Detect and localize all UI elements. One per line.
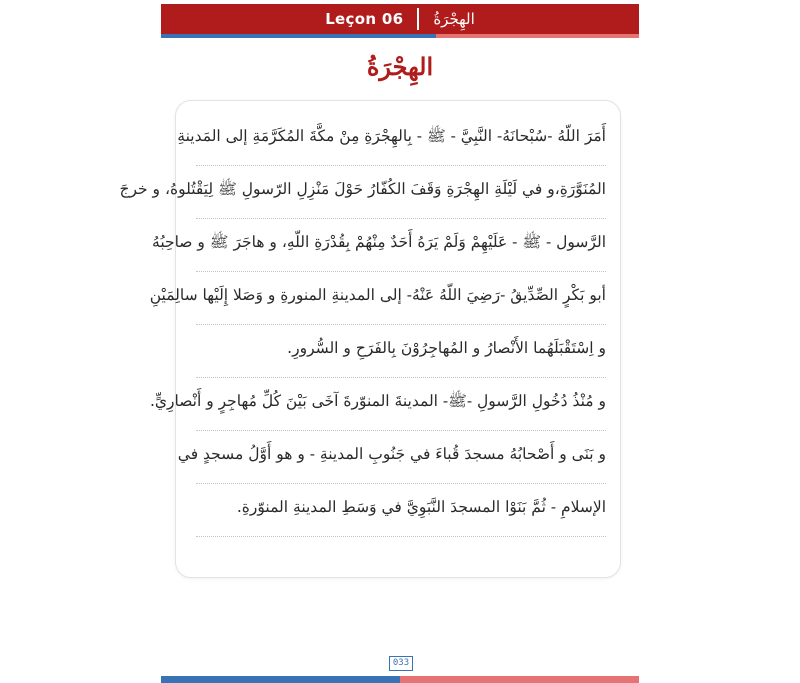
lesson-page xyxy=(119,0,639,683)
header-divider xyxy=(417,8,419,30)
header-accent-bar xyxy=(161,34,639,38)
text-line-7: و بَنَى و أَصْحابُهُ مسجدَ قُباءَ في جَنُوبِ المدينةِ - و هو أَوَّلُ مسجدٍ في xyxy=(196,431,606,484)
lesson-header xyxy=(161,4,639,34)
text-lines xyxy=(119,113,606,537)
text-line-8: الإسلامِ - ثُمَّ بَنَوْا المسجدَ النَّبَوِيَّ في وَسَطِ المدينةِ المنوّرةِ. xyxy=(196,484,606,537)
text-line-4: أبو بَكْرٍ الصِّدِّيقُ -رَضِيَ اللّهُ عَنْهُ- إلى المدينةِ المنورةِ و وَصَلا إِلَيْها سالِمَيْنِ xyxy=(196,272,606,325)
text-line-1: أَمَرَ اللّهُ -سُبْحانَهُ- النَّبِيَّ - ﷺ - بِالهِجْرَةِ مِنْ مكَّةَ المُكَرَّمَةِ إلى المَدينةِ xyxy=(196,113,606,166)
text-line-2: المُنَوَّرَةِ،و في لَيْلَةِ الهِجْرَةِ وَقَفَ الكُفّارُ حَوْلَ مَنْزِلِ الرّسولِ ﷺ لِيَقْتُلوهُ، و خرجَ xyxy=(196,166,606,219)
text-line-5: و اِسْتَقْبَلَهُما الأَنْصارُ و المُهاجِرُوْنَ بِالفَرَحِ و السُّرورِ. xyxy=(196,325,606,378)
lesson-number: Leçon 06 xyxy=(325,10,404,28)
text-line-6: و مُنْذُ دُخُولِ الرَّسولِ -ﷺ- المدينةَ المنوّرةَ آخَى بَيْنَ كُلِّ مُهاجِرٍ و أَنْصارِيٍّ. xyxy=(196,378,606,431)
page-title: الهِجْرَةُ xyxy=(366,52,434,81)
text-box xyxy=(119,100,621,578)
footer-accent-bar xyxy=(161,676,639,683)
page-number: 033 xyxy=(389,656,413,671)
accent-blue-segment xyxy=(161,34,436,38)
accent-pink-segment xyxy=(436,34,639,38)
text-line-3: الرَّسول - ﷺ - عَلَيْهِمْ وَلَمْ يَرَهُ أَحَدٌ مِنْهُمْ بِقُدْرَةِ اللّهِ، و هاجَرَ ﷺ و صاحِبُهُ xyxy=(196,219,606,272)
lesson-arabic-title: الهِجْرَةُ xyxy=(433,10,475,28)
footer-pink-segment xyxy=(400,676,639,683)
footer-blue-segment xyxy=(161,676,400,683)
